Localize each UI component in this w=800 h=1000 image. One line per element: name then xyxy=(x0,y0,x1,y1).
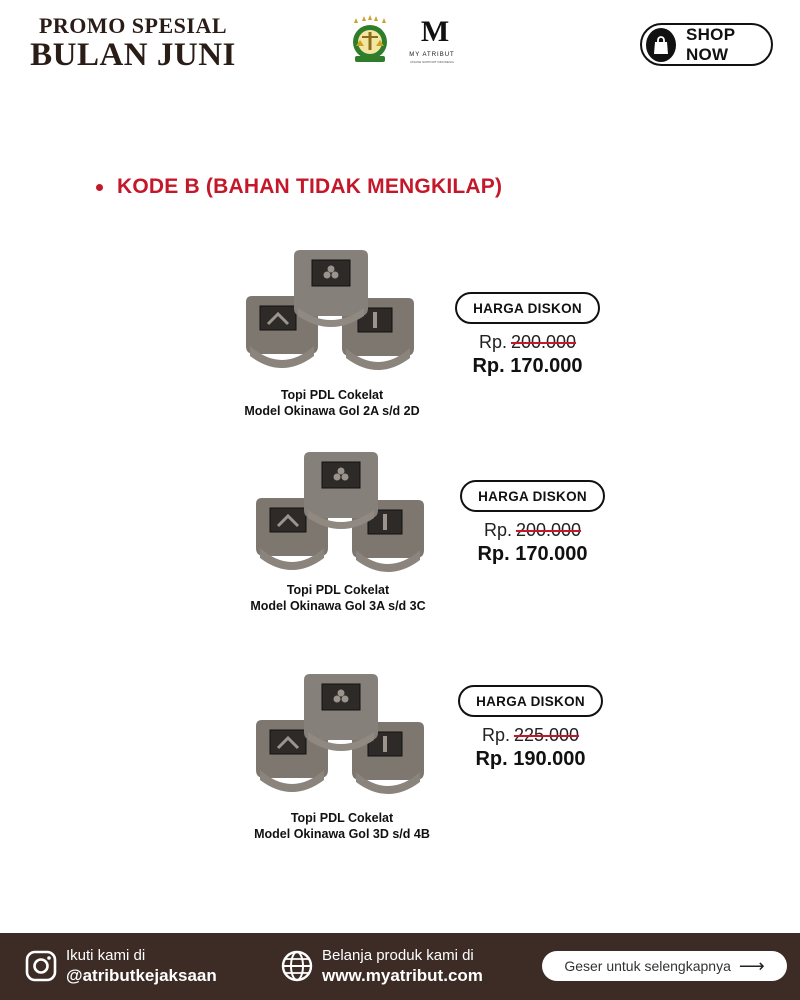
old-price xyxy=(455,332,600,353)
old-price xyxy=(460,520,605,541)
myatribut-logo-tagline: ONLINE SUPPORT INDONESIA xyxy=(410,60,454,64)
myatribut-logo-mark: M xyxy=(420,15,444,48)
website-group[interactable] xyxy=(280,946,483,986)
price-box-2 xyxy=(460,480,605,566)
promo-title xyxy=(8,14,258,72)
new-price: Rp. 190.000 xyxy=(475,748,586,770)
product-name-line1: Topi PDL Cokelat xyxy=(286,583,390,597)
product-name-2 xyxy=(218,582,458,614)
product-name-line1: Topi PDL Cokelat xyxy=(280,388,384,402)
old-price xyxy=(458,725,603,746)
old-price-prefix: Rp. xyxy=(481,725,510,745)
old-price-value: 200.000 xyxy=(510,332,577,352)
follow-us-label: Ikuti kami di xyxy=(66,947,146,964)
product-image-2[interactable] xyxy=(252,452,432,582)
footer-bar xyxy=(0,933,800,1000)
bullet-icon xyxy=(96,184,103,191)
myatribut-logo xyxy=(404,16,460,68)
discount-badge: HARGA DISKON xyxy=(458,685,603,717)
discount-badge: HARGA DISKON xyxy=(460,480,605,512)
product-name-line1: Topi PDL Cokelat xyxy=(290,811,394,825)
myatribut-logo-name: MY ATRIBUT xyxy=(409,52,455,58)
follow-us-group[interactable] xyxy=(24,946,217,986)
kejaksaan-emblem-logo xyxy=(346,14,394,66)
product-name-3 xyxy=(222,810,462,842)
promo-title-line2: BULAN JUNI xyxy=(30,37,236,73)
instagram-handle[interactable]: @atributkejaksaan xyxy=(66,966,217,985)
discount-badge: HARGA DISKON xyxy=(455,292,600,324)
shopping-bag-icon xyxy=(646,28,676,62)
arrow-right-icon: ⟶ xyxy=(738,955,765,976)
website-url[interactable]: www.myatribut.com xyxy=(322,966,483,985)
product-name-line2: Model Okinawa Gol 3D s/d 4B xyxy=(254,827,430,841)
follow-us-text xyxy=(66,946,217,986)
shop-now-button[interactable] xyxy=(640,23,773,66)
product-name-line2: Model Okinawa Gol 2A s/d 2D xyxy=(244,404,420,418)
new-price: Rp. 170.000 xyxy=(477,543,588,565)
website-text xyxy=(322,946,483,986)
website-label: Belanja produk kami di xyxy=(322,947,474,964)
old-price-prefix: Rp. xyxy=(483,520,512,540)
shop-now-label: SHOP NOW xyxy=(685,24,736,64)
new-price: Rp. 170.000 xyxy=(472,355,583,377)
product-name-line2: Model Okinawa Gol 3A s/d 3C xyxy=(250,599,426,613)
section-heading-text: KODE B (BAHAN TIDAK MENGKILAP) xyxy=(117,175,503,198)
price-box-1 xyxy=(455,292,600,378)
product-image-1[interactable] xyxy=(242,250,422,380)
price-box-3 xyxy=(458,685,603,771)
old-price-value: 225.000 xyxy=(513,725,580,745)
old-price-value: 200.000 xyxy=(515,520,582,540)
product-image-3[interactable] xyxy=(252,674,432,804)
swipe-more-button[interactable] xyxy=(542,951,787,981)
promo-title-line1: PROMO SPESIAL xyxy=(38,13,228,38)
section-heading xyxy=(96,175,502,199)
instagram-icon xyxy=(24,949,58,983)
globe-icon xyxy=(280,949,314,983)
old-price-prefix: Rp. xyxy=(478,332,507,352)
product-name-1 xyxy=(212,387,452,419)
swipe-more-label: Geser untuk selengkapnya xyxy=(564,958,731,974)
